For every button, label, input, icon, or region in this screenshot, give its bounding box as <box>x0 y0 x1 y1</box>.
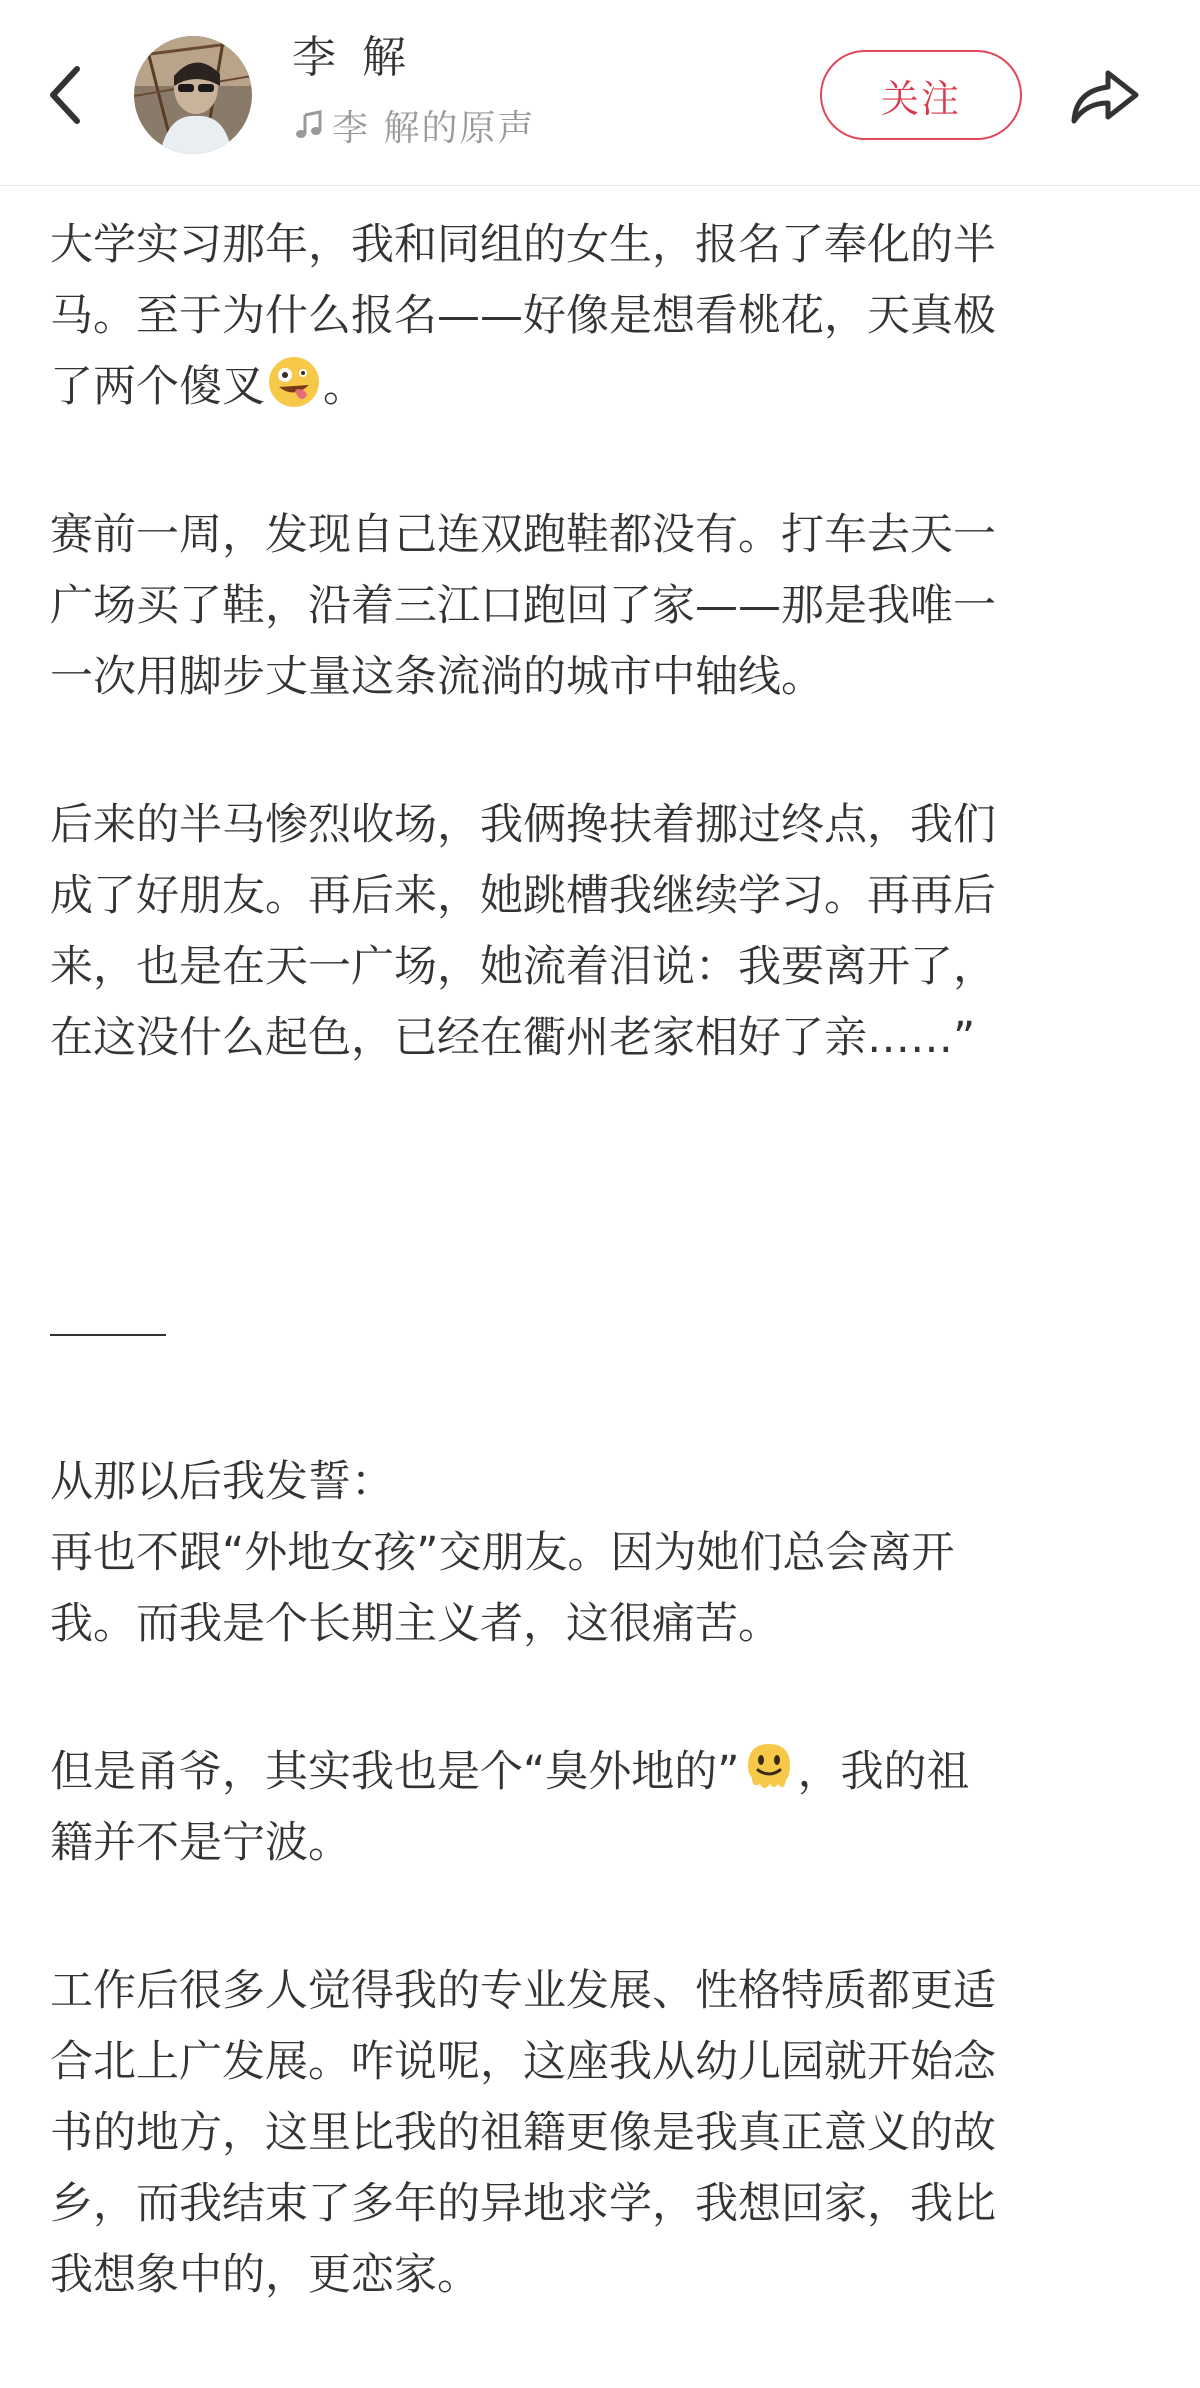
text-line <box>50 1737 1150 1808</box>
text-line: 从那以后我发誓： <box>50 1457 394 1507</box>
text-line: 我想象中的，更恋家。 <box>50 2250 480 2300</box>
music-note-icon <box>294 110 324 140</box>
text-line: 广场买了鞋，沿着三江口跑回了家——那是我唯一 <box>50 581 996 631</box>
paragraph <box>50 210 1150 423</box>
section-divider <box>50 1299 1150 1370</box>
text-line: 籍并不是宁波。 <box>50 1818 351 1868</box>
follow-button[interactable]: 关注 <box>820 50 1022 140</box>
text-line: 一次用脚步丈量这条流淌的城市中轴线。 <box>50 652 824 702</box>
divider-line <box>50 1334 166 1336</box>
text-segment: 了两个傻叉 <box>50 362 265 412</box>
voice-link[interactable] <box>294 100 535 150</box>
text-line: 成了好朋友。再后来，她跳槽我继续学习。再再后 <box>50 871 996 921</box>
text-line: 赛前一周，发现自己连双跑鞋都没有。打车去天一 <box>50 510 996 560</box>
text-line: 在这没什么起色，已经在衢州老家相好了亲……” <box>50 1013 976 1063</box>
chevron-left-icon <box>45 63 85 127</box>
paragraph <box>50 500 1150 713</box>
text-line: 再也不跟“外地女孩”交朋友。因为她们总会离开 <box>50 1528 955 1578</box>
text-segment: ，我的祖 <box>797 1747 970 1797</box>
paragraph <box>50 1737 1150 1879</box>
text-segment: 。 <box>323 362 366 412</box>
text-line: 马。至于为什么报名——好像是想看桃花，天真极 <box>50 291 996 341</box>
share-arrow-icon <box>1068 63 1142 127</box>
zany-face-emoji <box>267 355 321 409</box>
back-button[interactable] <box>30 50 100 140</box>
paragraph <box>50 1447 1150 1660</box>
text-line: 工作后很多人觉得我的专业发展、性格特质都更适 <box>50 1966 996 2016</box>
text-segment: 但是甬爷，其实我也是个“臭外地的” <box>50 1747 740 1797</box>
text-line: 乡，而我结束了多年的异地求学，我想回家，我比 <box>50 2179 996 2229</box>
spacer <box>50 1151 1150 1222</box>
share-button[interactable] <box>1060 50 1150 140</box>
text-line <box>50 352 1150 423</box>
text-line: 大学实习那年，我和同组的女生，报名了奉化的半 <box>50 220 996 270</box>
text-line: 书的地方，这里比我的祖籍更像是我真正意义的故 <box>50 2108 996 2158</box>
avatar[interactable] <box>134 36 252 154</box>
article-header <box>0 0 1200 186</box>
melting-face-emoji <box>742 1740 796 1794</box>
text-line: 合北上广发展。咋说呢，这座我从幼儿园就开始念 <box>50 2037 996 2087</box>
article-body <box>50 210 1150 2388</box>
text-line: 来，也是在天一广场，她流着泪说：我要离开了， <box>50 942 996 992</box>
text-line: 我。而我是个长期主义者，这很痛苦。 <box>50 1599 781 1649</box>
paragraph <box>50 1956 1150 2311</box>
author-name[interactable]: 李 解 <box>292 32 412 83</box>
text-line: 后来的半马惨烈收场，我俩搀扶着挪过终点，我们 <box>50 800 996 850</box>
paragraph <box>50 790 1150 1074</box>
voice-label: 李 解的原声 <box>332 107 536 149</box>
